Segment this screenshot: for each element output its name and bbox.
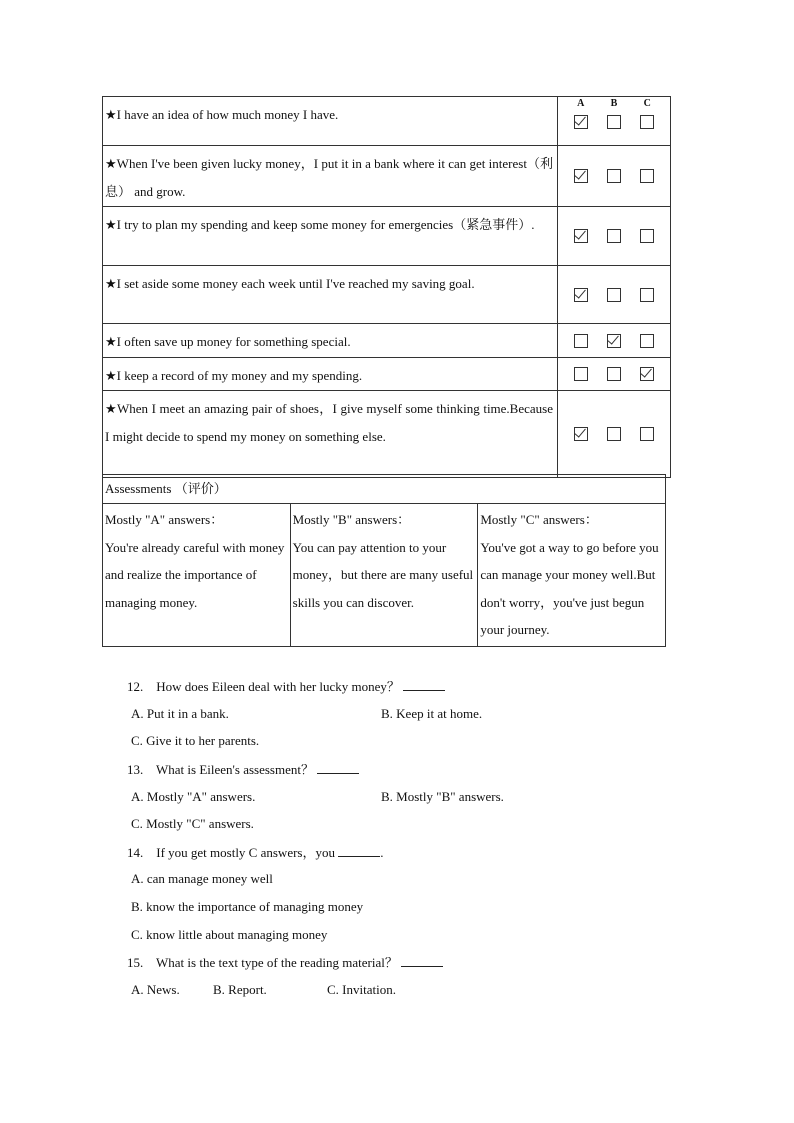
assessment-body: You can pay attention to your money，but there are many useful skills you can discover.: [292, 539, 474, 610]
option-14b: B. know the importance of managing money: [131, 899, 364, 914]
option-15b: B. Report.: [213, 982, 267, 997]
option-15c: C. Invitation.: [327, 982, 396, 997]
assessments-table: [102, 474, 666, 647]
option-12b: B. Keep it at home.: [381, 706, 483, 721]
checkbox-c[interactable]: [640, 367, 654, 381]
checkbox-c[interactable]: [640, 169, 654, 183]
question-suffix: .: [380, 845, 384, 860]
statement-text: ★I try to plan my spending and keep some money for emergencies（紧急事件）.: [105, 217, 535, 232]
checkbox-a[interactable]: [574, 229, 588, 243]
questionnaire-table: [102, 96, 671, 478]
header-b: B: [610, 98, 618, 109]
question-number: 14.: [127, 845, 144, 860]
option-15a: A. News.: [131, 982, 180, 997]
assessment-heading: Mostly "C" answers：: [480, 512, 598, 527]
statement-7: [103, 391, 558, 478]
answer-cell-3: [558, 207, 671, 266]
answer-cell-1: [558, 97, 671, 146]
question-12: [127, 678, 445, 695]
question-number: 13.: [127, 762, 144, 777]
option-13c: C. Mostly "C" answers.: [131, 816, 254, 831]
question-13: [127, 761, 359, 778]
answer-blank[interactable]: [317, 761, 359, 774]
statement-3: [103, 207, 558, 266]
assessment-heading: Mostly "A" answers：: [105, 512, 224, 527]
checkbox-c[interactable]: [640, 288, 654, 302]
answer-cell-6: [558, 358, 671, 391]
statement-6: [103, 358, 558, 391]
checkbox-b[interactable]: [607, 427, 621, 441]
checkbox-c[interactable]: [640, 427, 654, 441]
statement-4: [103, 266, 558, 324]
assessment-a: [103, 504, 291, 647]
checkbox-b[interactable]: [607, 288, 621, 302]
question-14: [127, 844, 383, 861]
checkbox-c[interactable]: [640, 334, 654, 348]
statement-text: ★I set aside some money each week until I've reached my saving goal.: [105, 276, 475, 291]
checkbox-c[interactable]: [640, 115, 654, 129]
assessment-heading: Mostly "B" answers：: [292, 512, 411, 527]
statement-text: ★When I meet an amazing pair of shoes，I give myself some thinking time.Because I might decide to spend my money on something else.: [105, 401, 553, 444]
answer-blank[interactable]: [338, 844, 380, 857]
answer-blank[interactable]: [401, 954, 443, 967]
checkbox-a[interactable]: [574, 115, 588, 129]
question-text: If you get mostly C answers，you: [156, 845, 335, 860]
assessment-b: [290, 504, 478, 647]
assessment-body: You've got a way to go before you can manage your money well.But don't worry，you've just begun your journey.: [480, 539, 659, 637]
option-12a: A. Put it in a bank.: [131, 706, 229, 721]
checkbox-a[interactable]: [574, 367, 588, 381]
answer-cell-2: [558, 146, 671, 207]
checkbox-b[interactable]: [607, 229, 621, 243]
checkbox-c[interactable]: [640, 229, 654, 243]
option-13a: A. Mostly "A" answers.: [131, 789, 256, 804]
statement-text: ★I have an idea of how much money I have.: [105, 107, 339, 122]
checkbox-b[interactable]: [607, 367, 621, 381]
statement-5: [103, 324, 558, 358]
statement-2: [103, 146, 558, 207]
assessments-title: Assessments （评价）: [103, 475, 666, 504]
answer-blank[interactable]: [403, 678, 445, 691]
checkbox-b[interactable]: [607, 169, 621, 183]
statement-text: ★When I've been given lucky money，I put it in a bank where it can get interest（利息） and grow.: [105, 156, 553, 199]
assessment-body: You're already careful with money and realize the importance of managing money.: [105, 539, 285, 610]
statement-text: ★I keep a record of my money and my spending.: [105, 368, 363, 383]
question-15: [127, 954, 443, 971]
question-text: How does Eileen deal with her lucky money？: [156, 679, 400, 694]
checkbox-b[interactable]: [607, 115, 621, 129]
option-13b: B. Mostly "B" answers.: [381, 789, 504, 804]
option-12c: C. Give it to her parents.: [131, 733, 260, 748]
option-14a: A. can manage money well: [131, 871, 273, 886]
assessment-c: [478, 504, 666, 647]
checkbox-a[interactable]: [574, 288, 588, 302]
checkbox-a[interactable]: [574, 427, 588, 441]
column-headers: [558, 97, 670, 109]
statement-1: [103, 97, 558, 146]
question-text: What is Eileen's assessment？: [156, 762, 314, 777]
question-number: 15.: [127, 955, 144, 970]
checkbox-b[interactable]: [607, 334, 621, 348]
question-text: What is the text type of the reading material？: [156, 955, 398, 970]
checkbox-a[interactable]: [574, 334, 588, 348]
answer-cell-5: [558, 324, 671, 358]
checkbox-a[interactable]: [574, 169, 588, 183]
header-c: C: [643, 98, 651, 109]
answer-cell-4: [558, 266, 671, 324]
header-a: A: [577, 98, 585, 109]
answer-cell-7: [558, 391, 671, 478]
statement-text: ★I often save up money for something special.: [105, 334, 351, 349]
question-number: 12.: [127, 679, 144, 694]
option-14c: C. know little about managing money: [131, 927, 328, 942]
